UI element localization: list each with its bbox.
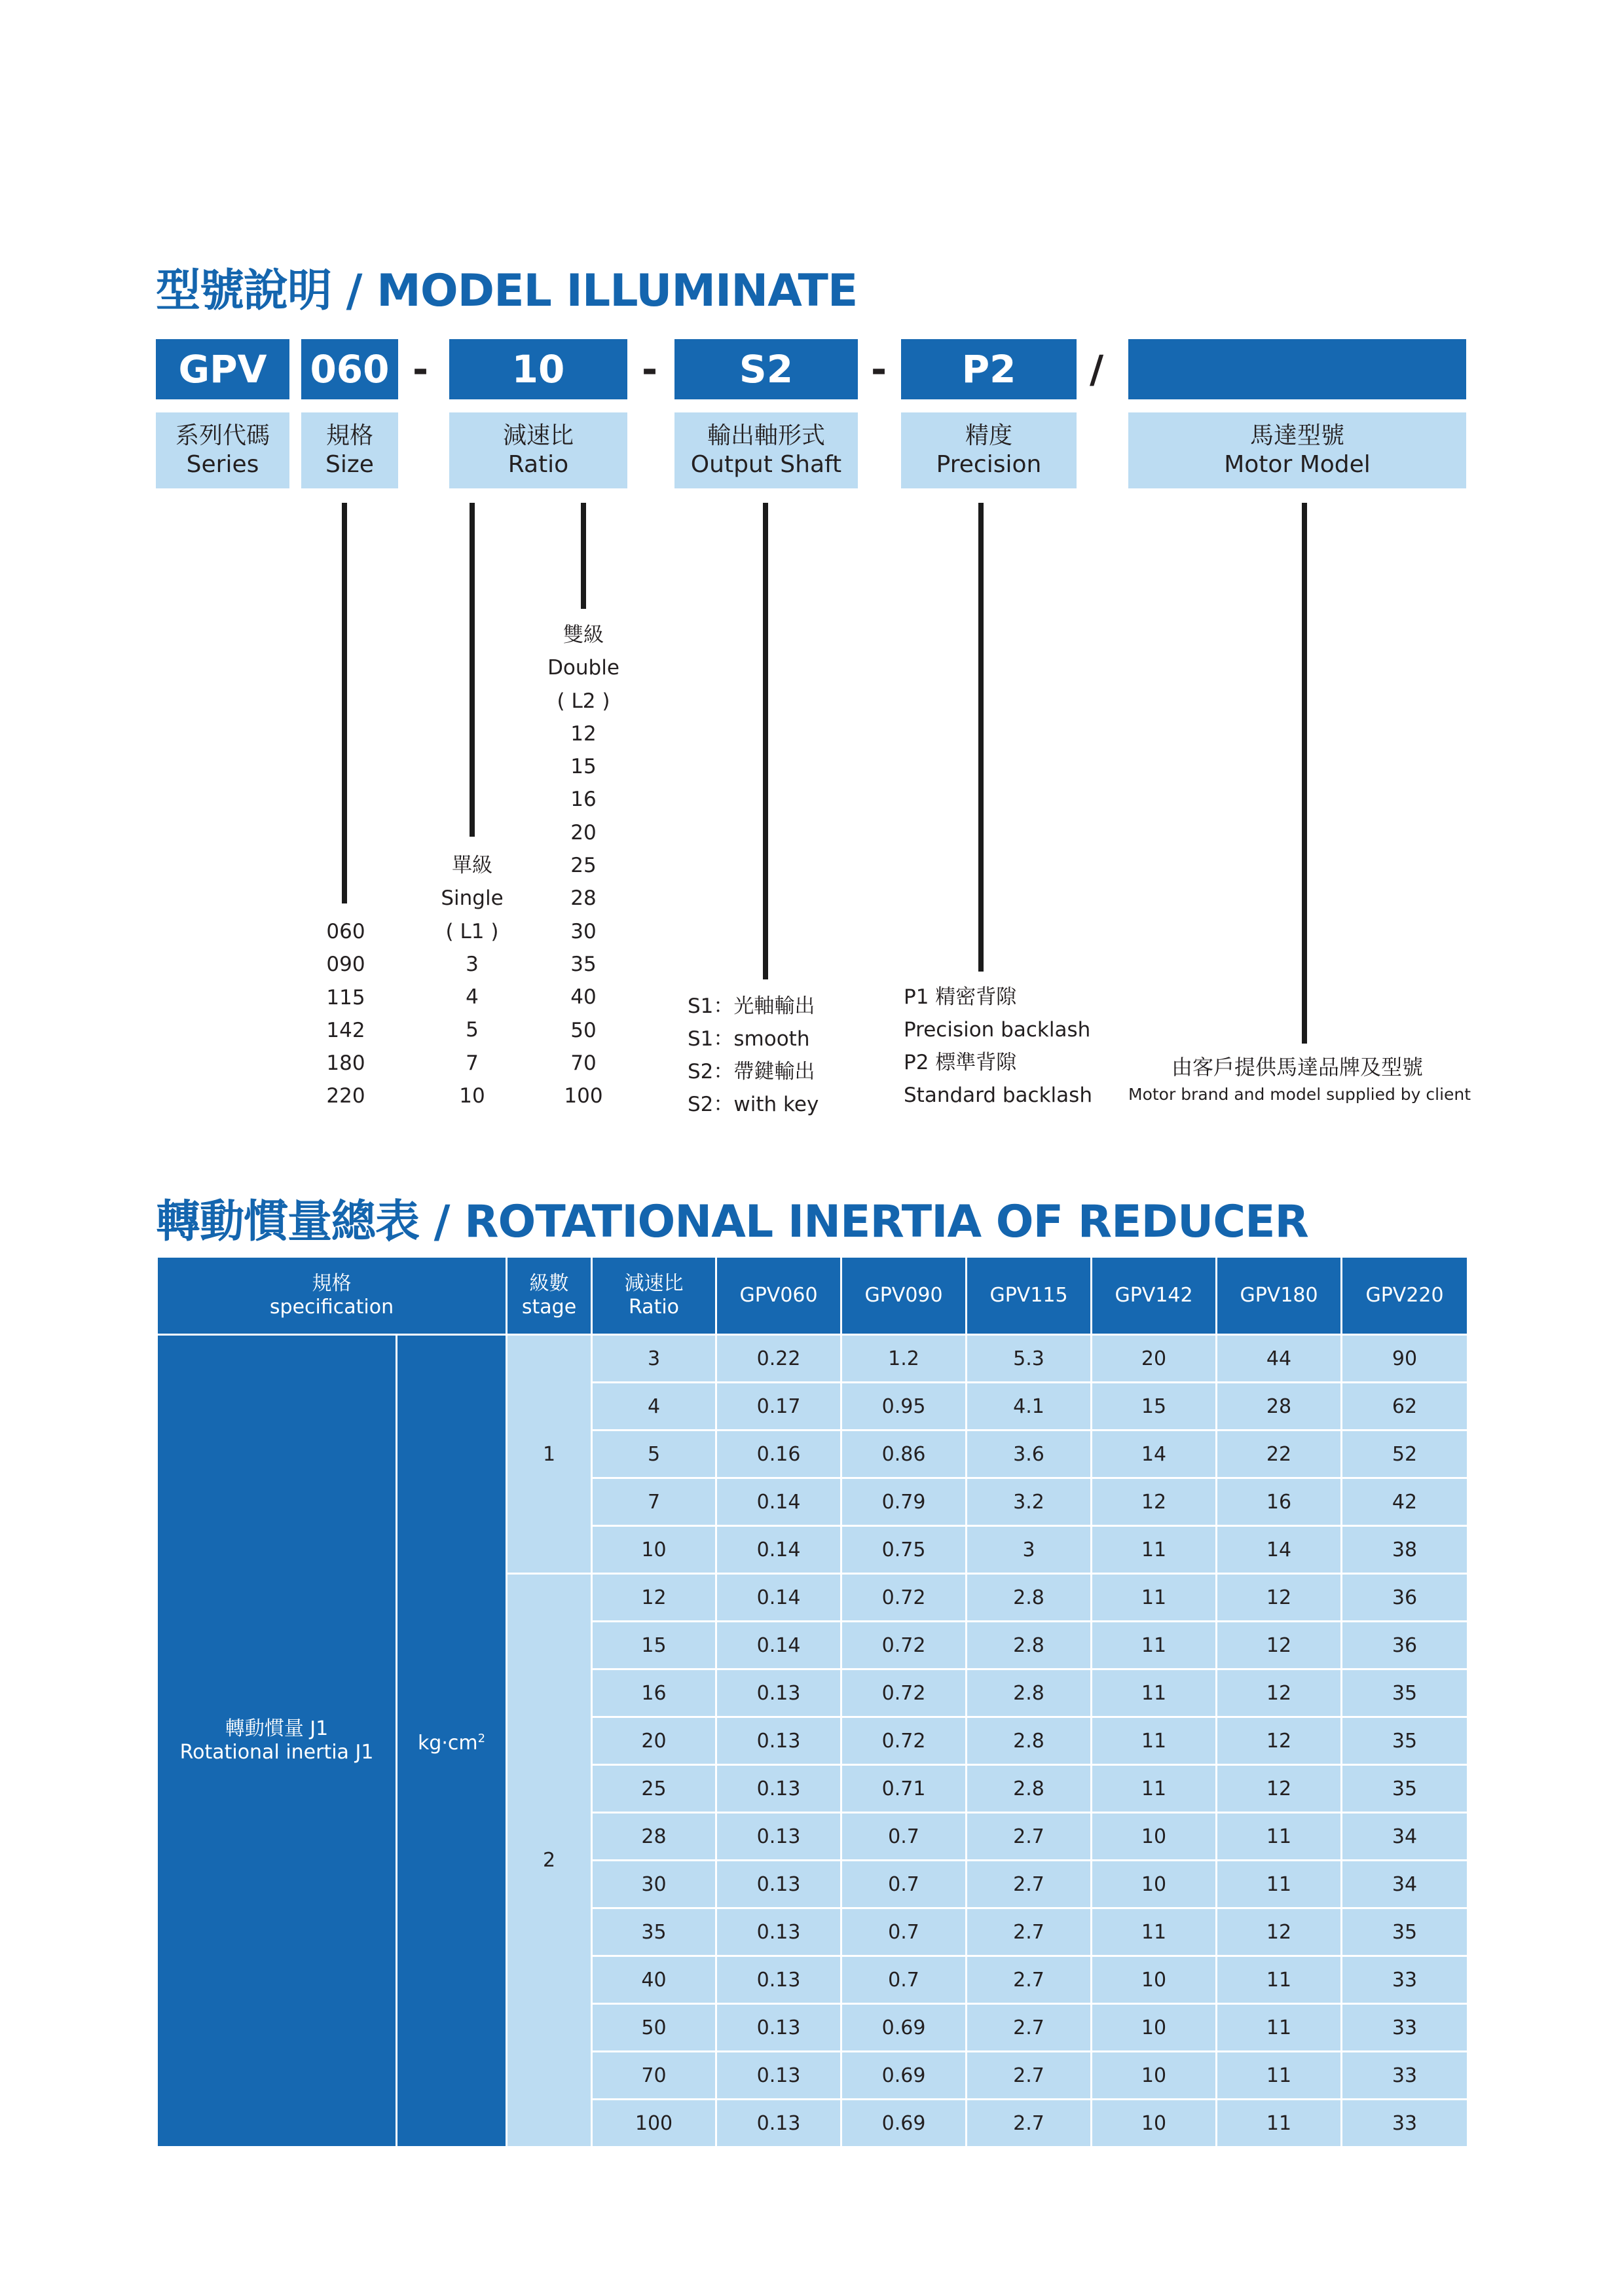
inertia-value-cell: 2.7 — [967, 1813, 1092, 1861]
inertia-value-cell: 2.7 — [967, 1861, 1092, 1908]
double-ratio-item: 16 — [570, 788, 597, 812]
size-item: 220 — [326, 1084, 365, 1108]
label-ratio — [449, 412, 627, 488]
header-spec-en: specification — [269, 1296, 394, 1319]
label-precision-en: Precision — [936, 451, 1042, 478]
inertia-value-cell: 2.7 — [967, 2004, 1092, 2052]
inertia-value-cell: 0.75 — [841, 1526, 967, 1574]
label-ratio-en: Ratio — [507, 451, 569, 478]
unit-superscript: 2 — [477, 1731, 486, 1745]
double-ratio-item: 30 — [570, 919, 597, 943]
inertia-value-cell: 2.7 — [967, 1956, 1092, 2004]
inertia-value-cell: 0.69 — [841, 2052, 967, 2100]
header-model: GPV115 — [967, 1257, 1092, 1335]
header-model: GPV142 — [1092, 1257, 1217, 1335]
unit-cell — [397, 1335, 507, 2147]
double-ratio-item: 15 — [570, 755, 597, 779]
precision-option: Precision backlash — [904, 1018, 1091, 1042]
inertia-value-cell: 0.22 — [716, 1335, 841, 1383]
connector-line-motor — [1302, 503, 1307, 1044]
inertia-value-cell: 33 — [1342, 2100, 1468, 2147]
inertia-value-cell: 36 — [1342, 1574, 1468, 1622]
code-size-box: 060 — [301, 339, 398, 399]
precision-option: Standard backlash — [904, 1084, 1092, 1107]
inertia-value-cell: 0.7 — [841, 1908, 967, 1956]
inertia-value-cell: 10 — [1092, 2052, 1217, 2100]
inertia-value-cell: 5.3 — [967, 1335, 1092, 1383]
inertia-value-cell: 90 — [1342, 1335, 1468, 1383]
inertia-value-cell: 0.72 — [841, 1622, 967, 1669]
ratio-cell: 100 — [592, 2100, 716, 2147]
label-series-cn: 系列代碼 — [175, 422, 270, 449]
size-list — [313, 915, 378, 1113]
header-model: GPV180 — [1217, 1257, 1342, 1335]
shaft-option: S1：smooth — [688, 1027, 810, 1051]
label-motor-cn: 馬達型號 — [1249, 422, 1344, 449]
inertia-value-cell: 2.8 — [967, 1765, 1092, 1813]
shaft-options — [688, 990, 819, 1121]
table-row — [157, 1335, 1468, 1383]
inertia-value-cell: 38 — [1342, 1526, 1468, 1574]
double-ratio-item: 100 — [564, 1084, 603, 1108]
double-ratio-item: 20 — [570, 820, 597, 845]
inertia-value-cell: 12 — [1217, 1765, 1342, 1813]
inertia-value-cell: 52 — [1342, 1430, 1468, 1478]
inertia-value-cell: 3 — [967, 1526, 1092, 1574]
inertia-section-title: 轉動慣量總表 / ROTATIONAL INERTIA OF REDUCER — [156, 1196, 1308, 1248]
inertia-value-cell: 0.7 — [841, 1813, 967, 1861]
shaft-option: S1：光軸輸出 — [688, 994, 815, 1018]
inertia-value-cell: 0.72 — [841, 1717, 967, 1765]
header-ratio-cn: 減速比 — [624, 1272, 684, 1295]
double-stage-code: ( L2 ) — [557, 689, 610, 713]
inertia-value-cell: 0.14 — [716, 1574, 841, 1622]
header-ratio-en: Ratio — [629, 1296, 680, 1319]
code-ratio-box: 10 — [449, 339, 627, 399]
inertia-value-cell: 20 — [1092, 1335, 1217, 1383]
size-item: 115 — [326, 985, 365, 1010]
ratio-cell: 35 — [592, 1908, 716, 1956]
single-ratio-item: 7 — [466, 1051, 479, 1075]
inertia-value-cell: 0.72 — [841, 1669, 967, 1717]
inertia-value-cell: 4.1 — [967, 1383, 1092, 1430]
header-model: GPV090 — [841, 1257, 967, 1335]
connector-line-size — [342, 503, 347, 903]
row-label-cn: 轉動慣量 J1 — [225, 1717, 329, 1740]
inertia-value-cell: 11 — [1092, 1765, 1217, 1813]
inertia-value-cell: 0.14 — [716, 1478, 841, 1526]
inertia-value-cell: 44 — [1217, 1335, 1342, 1383]
single-ratio-item: 5 — [466, 1018, 479, 1042]
inertia-value-cell: 2.7 — [967, 2052, 1092, 2100]
code-precision-box: P2 — [901, 339, 1077, 399]
connector-line-double — [581, 503, 586, 609]
ratio-cell: 4 — [592, 1383, 716, 1430]
inertia-value-cell: 0.79 — [841, 1478, 967, 1526]
double-ratio-item: 28 — [570, 886, 597, 911]
inertia-value-cell: 0.13 — [716, 1765, 841, 1813]
inertia-value-cell: 2.8 — [967, 1574, 1092, 1622]
inertia-value-cell: 0.13 — [716, 2100, 841, 2147]
header-stage-cn: 級數 — [529, 1272, 569, 1295]
code-shaft-box: S2 — [674, 339, 858, 399]
ratio-cell: 28 — [592, 1813, 716, 1861]
precision-option: P1 精密背隙 — [904, 985, 1017, 1009]
ratio-cell: 15 — [592, 1622, 716, 1669]
precision-option: P2 標準背隙 — [904, 1051, 1017, 1074]
inertia-value-cell: 0.7 — [841, 1861, 967, 1908]
inertia-value-cell: 11 — [1217, 1956, 1342, 2004]
inertia-value-cell: 34 — [1342, 1861, 1468, 1908]
header-spec-cn: 規格 — [312, 1272, 352, 1295]
double-ratio-item: 12 — [570, 721, 597, 746]
connector-line-precision — [978, 503, 984, 972]
single-stage-list — [420, 849, 525, 1112]
inertia-value-cell: 12 — [1217, 1669, 1342, 1717]
inertia-value-cell: 0.13 — [716, 2004, 841, 2052]
inertia-value-cell: 33 — [1342, 2004, 1468, 2052]
single-stage-en: Single — [441, 886, 504, 911]
label-motor-en: Motor Model — [1224, 451, 1371, 478]
code-series-box: GPV — [156, 339, 289, 399]
inertia-value-cell: 35 — [1342, 1765, 1468, 1813]
inertia-value-cell: 3.2 — [967, 1478, 1092, 1526]
header-model: GPV060 — [716, 1257, 841, 1335]
inertia-value-cell: 28 — [1217, 1383, 1342, 1430]
label-size-en: Size — [325, 451, 374, 478]
inertia-value-cell: 12 — [1217, 1908, 1342, 1956]
inertia-value-cell: 0.13 — [716, 1813, 841, 1861]
ratio-cell: 7 — [592, 1478, 716, 1526]
code-separator: - — [413, 347, 429, 392]
label-series — [156, 412, 289, 488]
label-shaft-en: Output Shaft — [690, 451, 842, 478]
inertia-value-cell: 2.7 — [967, 1908, 1092, 1956]
inertia-value-cell: 11 — [1092, 1908, 1217, 1956]
ratio-cell: 5 — [592, 1430, 716, 1478]
header-spec — [157, 1257, 507, 1335]
single-ratio-item: 10 — [459, 1084, 485, 1108]
inertia-value-cell: 12 — [1092, 1478, 1217, 1526]
inertia-value-cell: 12 — [1217, 1574, 1342, 1622]
connector-line-single — [470, 503, 475, 837]
ratio-cell: 30 — [592, 1861, 716, 1908]
inertia-value-cell: 12 — [1217, 1717, 1342, 1765]
header-model: GPV220 — [1342, 1257, 1468, 1335]
inertia-value-cell: 0.14 — [716, 1622, 841, 1669]
ratio-cell: 40 — [592, 1956, 716, 2004]
motor-note-cn: 由客戶提供馬達品牌及型號 — [1171, 1055, 1423, 1080]
size-item: 142 — [326, 1018, 365, 1042]
double-ratio-item: 35 — [570, 952, 597, 976]
inertia-value-cell: 10 — [1092, 1861, 1217, 1908]
inertia-value-cell: 0.16 — [716, 1430, 841, 1478]
code-separator: - — [871, 347, 887, 392]
ratio-cell: 50 — [592, 2004, 716, 2052]
ratio-cell: 25 — [592, 1765, 716, 1813]
label-precision — [901, 412, 1077, 488]
inertia-value-cell: 2.7 — [967, 2100, 1092, 2147]
inertia-value-cell: 11 — [1217, 1861, 1342, 1908]
inertia-value-cell: 11 — [1092, 1717, 1217, 1765]
inertia-value-cell: 35 — [1342, 1669, 1468, 1717]
inertia-value-cell: 62 — [1342, 1383, 1468, 1430]
inertia-value-cell: 11 — [1092, 1669, 1217, 1717]
inertia-value-cell: 11 — [1217, 1813, 1342, 1861]
inertia-value-cell: 11 — [1217, 2004, 1342, 2052]
motor-note-en: Motor brand and model supplied by client — [1128, 1085, 1471, 1104]
label-ratio-cn: 減速比 — [502, 422, 574, 449]
inertia-value-cell: 2.8 — [967, 1669, 1092, 1717]
double-stage-en: Double — [547, 656, 619, 680]
header-ratio — [592, 1257, 716, 1335]
row-label-cell — [157, 1335, 397, 2147]
inertia-value-cell: 12 — [1217, 1622, 1342, 1669]
code-slash: / — [1090, 347, 1104, 392]
inertia-value-cell: 10 — [1092, 1813, 1217, 1861]
header-stage-en: stage — [521, 1296, 577, 1319]
inertia-value-cell: 10 — [1092, 1956, 1217, 2004]
connector-line-shaft — [763, 503, 768, 979]
inertia-value-cell: 11 — [1092, 1526, 1217, 1574]
inertia-value-cell: 0.13 — [716, 1717, 841, 1765]
inertia-value-cell: 0.69 — [841, 2004, 967, 2052]
ratio-cell: 3 — [592, 1335, 716, 1383]
ratio-cell: 16 — [592, 1669, 716, 1717]
double-ratio-item: 50 — [570, 1018, 597, 1042]
inertia-value-cell: 11 — [1217, 2100, 1342, 2147]
shaft-option: S2：with key — [688, 1093, 819, 1116]
label-shaft-cn: 輸出軸形式 — [707, 422, 825, 449]
single-stage-code: ( L1 ) — [445, 919, 499, 943]
row-label-en: Rotational inertia J1 — [179, 1741, 374, 1764]
inertia-value-cell: 10 — [1092, 2004, 1217, 2052]
unit-text: kg·cm — [417, 1731, 478, 1755]
double-ratio-item: 40 — [570, 985, 597, 1010]
inertia-value-cell: 35 — [1342, 1908, 1468, 1956]
inertia-value-cell: 3.6 — [967, 1430, 1092, 1478]
inertia-value-cell: 16 — [1217, 1478, 1342, 1526]
inertia-table — [156, 1256, 1469, 2148]
inertia-value-cell: 36 — [1342, 1622, 1468, 1669]
label-size-cn: 規格 — [325, 422, 373, 449]
inertia-value-cell: 11 — [1092, 1574, 1217, 1622]
inertia-value-cell: 0.95 — [841, 1383, 967, 1430]
size-item: 090 — [326, 953, 365, 977]
inertia-value-cell: 0.13 — [716, 2052, 841, 2100]
inertia-value-cell: 0.71 — [841, 1765, 967, 1813]
double-stage-list — [531, 619, 636, 1112]
inertia-value-cell: 33 — [1342, 1956, 1468, 2004]
size-item: 180 — [326, 1051, 365, 1076]
inertia-value-cell: 2.8 — [967, 1717, 1092, 1765]
size-item: 060 — [326, 920, 365, 943]
inertia-value-cell: 14 — [1092, 1430, 1217, 1478]
inertia-value-cell: 42 — [1342, 1478, 1468, 1526]
label-series-en: Series — [186, 451, 259, 478]
inertia-value-cell: 2.8 — [967, 1622, 1092, 1669]
inertia-value-cell: 22 — [1217, 1430, 1342, 1478]
code-motor-box — [1128, 339, 1466, 399]
inertia-value-cell: 34 — [1342, 1813, 1468, 1861]
inertia-value-cell: 0.72 — [841, 1574, 967, 1622]
ratio-cell: 70 — [592, 2052, 716, 2100]
header-stage — [507, 1257, 592, 1335]
inertia-value-cell: 11 — [1092, 1622, 1217, 1669]
label-precision-cn: 精度 — [965, 422, 1012, 449]
double-stage-cn: 雙級 — [563, 623, 604, 647]
stage-cell: 2 — [507, 1574, 592, 2147]
ratio-cell: 12 — [592, 1574, 716, 1622]
single-ratio-item: 4 — [466, 985, 479, 1010]
ratio-cell: 10 — [592, 1526, 716, 1574]
inertia-value-cell: 0.69 — [841, 2100, 967, 2147]
shaft-option: S2：帶鍵輸出 — [688, 1060, 815, 1084]
double-ratio-item: 70 — [570, 1051, 597, 1075]
inertia-value-cell: 11 — [1217, 2052, 1342, 2100]
single-stage-cn: 單級 — [452, 854, 492, 877]
label-motor — [1128, 412, 1466, 488]
inertia-value-cell: 0.86 — [841, 1430, 967, 1478]
inertia-value-cell: 0.13 — [716, 1956, 841, 2004]
model-section-title: 型號說明 / MODEL ILLUMINATE — [156, 265, 858, 317]
inertia-value-cell: 33 — [1342, 2052, 1468, 2100]
inertia-value-cell: 0.13 — [716, 1861, 841, 1908]
inertia-value-cell: 14 — [1217, 1526, 1342, 1574]
code-separator: - — [642, 347, 658, 392]
single-ratio-item: 3 — [466, 952, 479, 976]
precision-options — [904, 981, 1092, 1112]
inertia-value-cell: 0.7 — [841, 1956, 967, 2004]
label-size — [301, 412, 398, 488]
inertia-value-cell: 1.2 — [841, 1335, 967, 1383]
stage-cell: 1 — [507, 1335, 592, 1574]
inertia-value-cell: 0.17 — [716, 1383, 841, 1430]
ratio-cell: 20 — [592, 1717, 716, 1765]
inertia-value-cell: 0.13 — [716, 1669, 841, 1717]
inertia-value-cell: 10 — [1092, 2100, 1217, 2147]
inertia-value-cell: 0.14 — [716, 1526, 841, 1574]
motor-note — [1128, 1051, 1471, 1106]
inertia-value-cell: 15 — [1092, 1383, 1217, 1430]
label-shaft — [674, 412, 858, 488]
inertia-value-cell: 35 — [1342, 1717, 1468, 1765]
inertia-value-cell: 0.13 — [716, 1908, 841, 1956]
double-ratio-item: 25 — [570, 854, 597, 878]
